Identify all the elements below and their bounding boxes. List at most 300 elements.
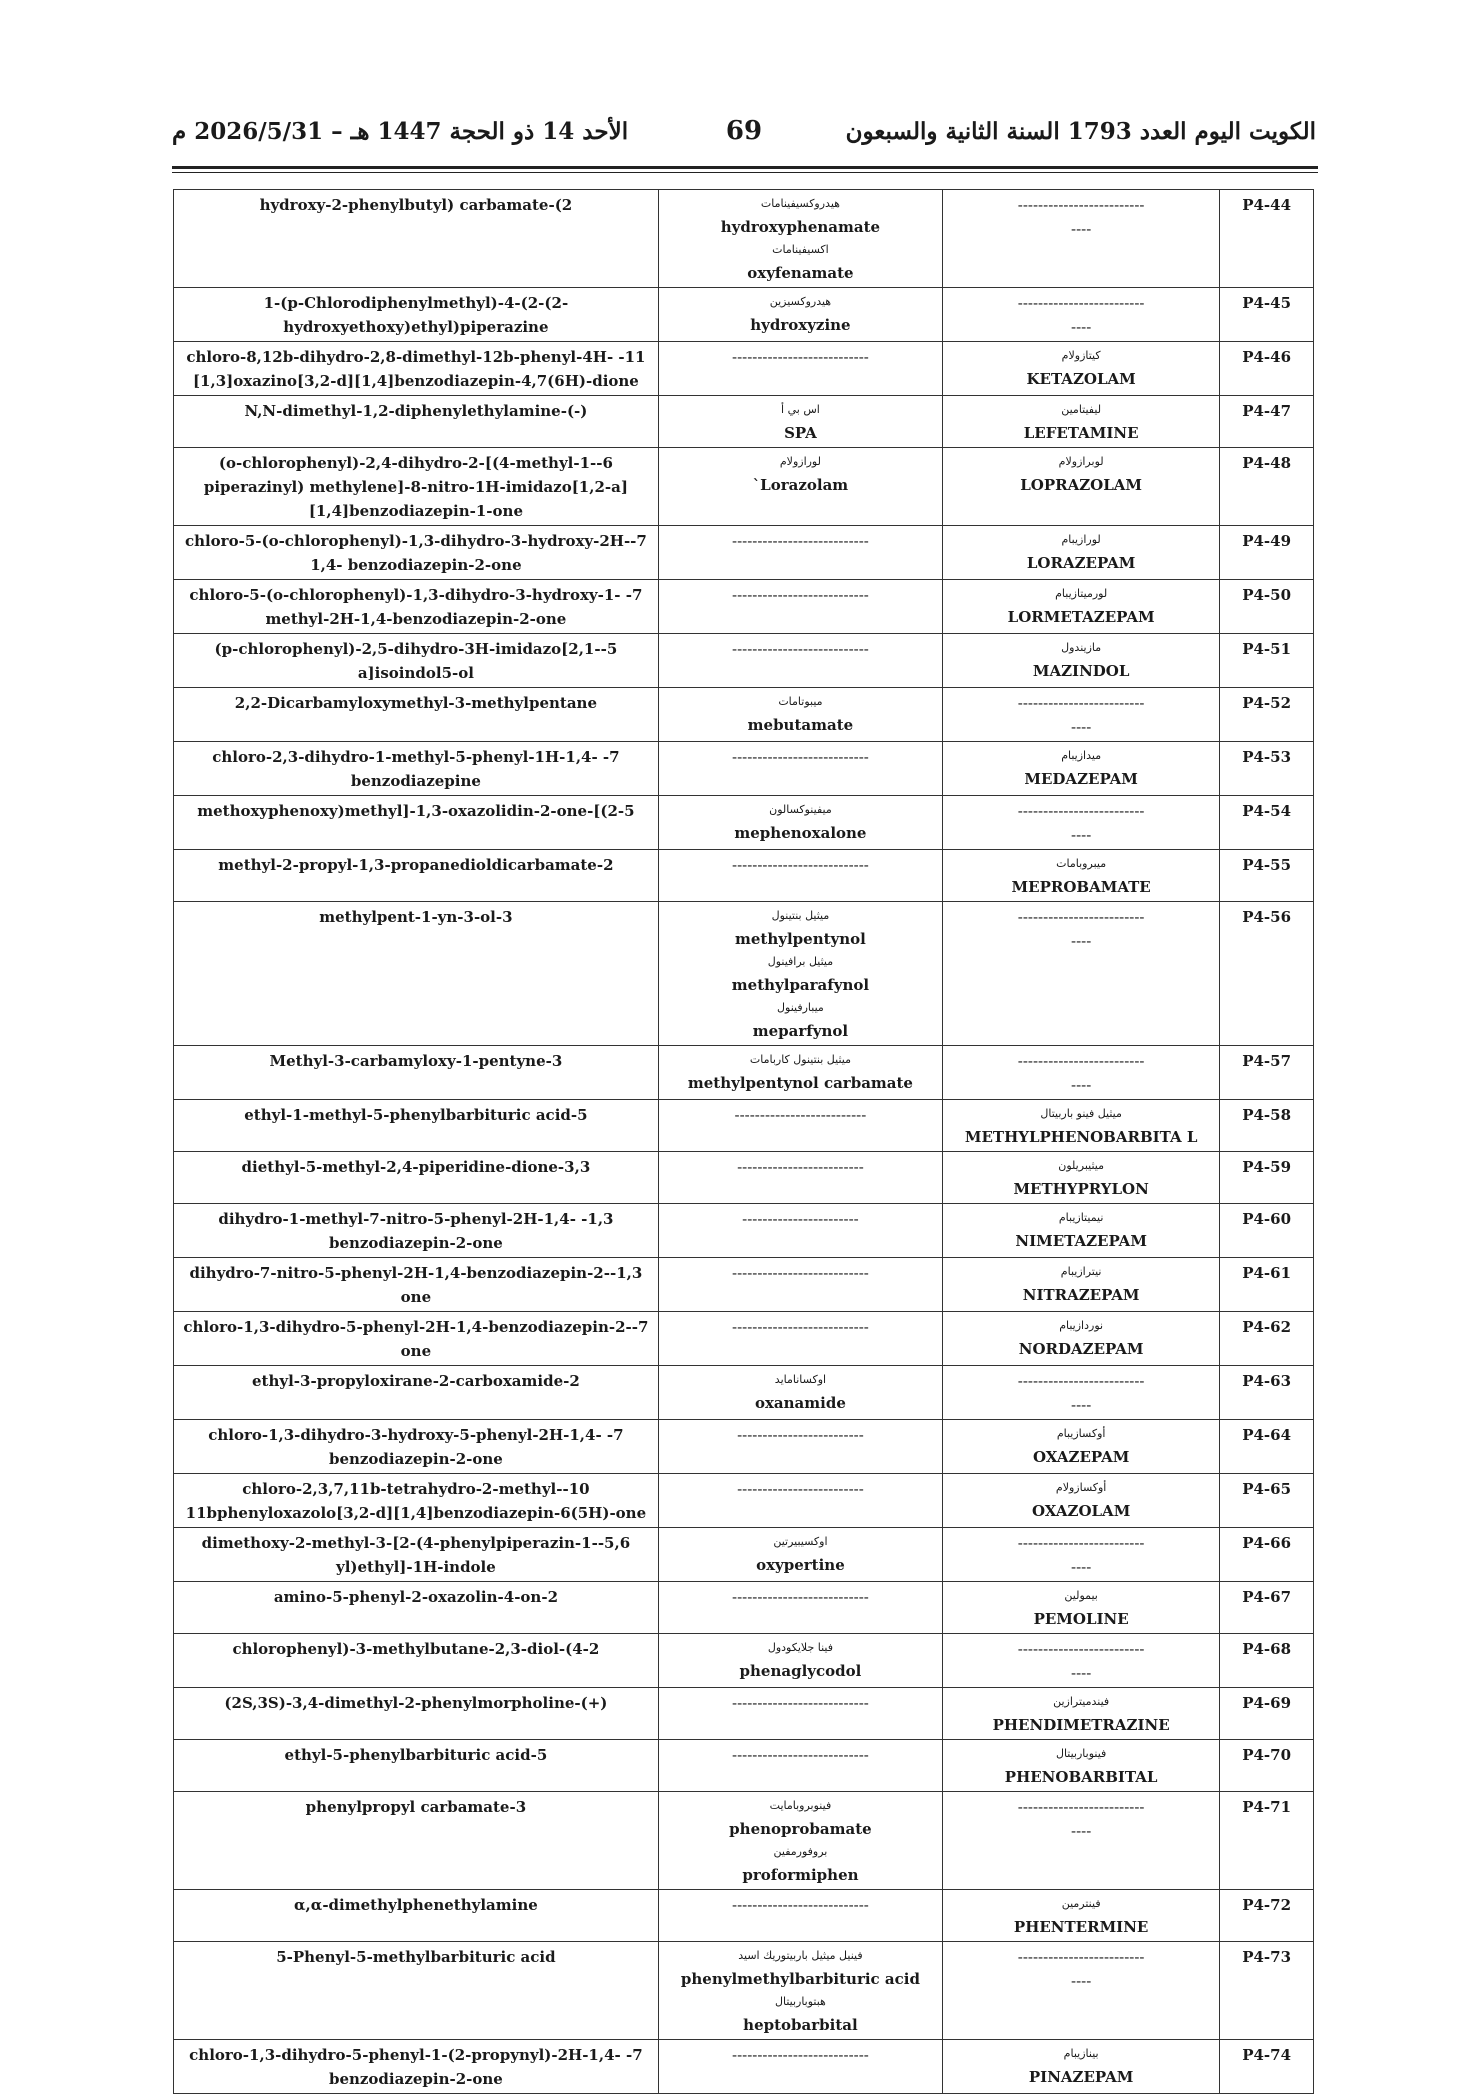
international-name-arabic: كيتازولام <box>1061 349 1101 362</box>
schedule-code-cell <box>1220 396 1314 448</box>
chemical-name: chloro-2,3,7,11b-tetrahydro-2-methyl--10 11bphenyloxazolo[3,2-d][1,4]benzodiazepin-6(5H)-one <box>185 1480 647 1522</box>
chemical-name-cell <box>174 1634 659 1688</box>
header-publication: الكويت اليوم العدد 1793 السنة الثانية والسبعون <box>845 118 1316 145</box>
other-name-english: meparfynol <box>752 1022 849 1040</box>
schedule-code-cell <box>1220 190 1314 288</box>
empty-dash: --------------------------- <box>732 586 869 604</box>
international-name-cell <box>943 688 1220 742</box>
chemical-name-cell <box>174 190 659 288</box>
international-name-cell <box>943 1046 1220 1100</box>
other-name-arabic: فينا جلايكودول <box>767 1641 833 1654</box>
schedule-code: P4-52 <box>1242 694 1292 712</box>
schedule-code: P4-44 <box>1242 196 1292 214</box>
chemical-name-cell <box>174 1890 659 1942</box>
international-name-arabic: بيمولين <box>1064 1589 1098 1602</box>
international-name-english: NIMETAZEPAM <box>1015 1232 1147 1250</box>
international-name-arabic: نوردازيبام <box>1059 1319 1104 1332</box>
other-names-cell <box>658 190 942 288</box>
other-names-cell <box>658 1688 942 1740</box>
international-name-cell <box>943 634 1220 688</box>
header-date: الأحد 14 ذو الحجة 1447 هـ – 2026/5/31 م <box>172 118 629 145</box>
empty-dash: -------------------------- <box>734 1106 867 1124</box>
empty-dash: --------------------------- <box>732 748 869 766</box>
international-name-cell <box>943 190 1220 288</box>
schedule-code: P4-65 <box>1242 1480 1292 1498</box>
other-name-arabic: اكسيفينامات <box>772 243 829 256</box>
international-name-cell <box>943 1634 1220 1688</box>
chemical-name-cell <box>174 580 659 634</box>
schedule-code: P4-58 <box>1242 1106 1292 1124</box>
chemical-name: hydroxy-2-phenylbutyl) carbamate-(2 <box>259 196 573 214</box>
other-names-cell <box>658 1420 942 1474</box>
other-names-cell <box>658 1100 942 1152</box>
chemical-name-cell <box>174 526 659 580</box>
other-names-cell <box>658 1942 942 2040</box>
table-row <box>174 1890 1314 1942</box>
international-name-arabic: نيميتازيبام <box>1058 1211 1104 1224</box>
empty-dash: ------------------------- <box>1017 1534 1145 1552</box>
international-name-english: PINAZEPAM <box>1028 2068 1134 2086</box>
other-name-arabic: هيدروكسيزين <box>769 295 832 308</box>
schedule-code: P4-61 <box>1242 1264 1292 1282</box>
table-row <box>174 1046 1314 1100</box>
other-name-arabic: اس بي أ <box>781 403 820 416</box>
other-name-english: oxyfenamate <box>747 264 854 282</box>
chemical-name-cell <box>174 1942 659 2040</box>
other-name-arabic: ميثيل بنتينول <box>771 909 830 922</box>
other-name-arabic: ميثيل بنتينول كاربامات <box>749 1053 851 1066</box>
empty-dash-short: ---- <box>1071 220 1092 238</box>
other-name-arabic: بروفورمفين <box>773 1845 828 1858</box>
chemical-name-cell <box>174 1258 659 1312</box>
empty-dash: --------------------------- <box>732 856 869 874</box>
international-name-english: PHENOBARBITAL <box>1004 1768 1158 1786</box>
other-name-english: hydroxyphenamate <box>720 218 881 236</box>
schedule-code: P4-46 <box>1242 348 1292 366</box>
chemical-name: ethyl-3-propyloxirane-2-carboxamide-2 <box>252 1372 580 1390</box>
other-names-cell <box>658 396 942 448</box>
schedule-code-cell <box>1220 1688 1314 1740</box>
other-names-cell <box>658 288 942 342</box>
empty-dash: ------------------------- <box>1017 196 1145 214</box>
schedule-code-cell <box>1220 850 1314 902</box>
schedule-code: P4-51 <box>1242 640 1292 658</box>
empty-dash: --------------------------- <box>732 1264 869 1282</box>
international-name-cell <box>943 796 1220 850</box>
empty-dash: --------------------------- <box>732 1318 869 1336</box>
chemical-name: ethyl-1-methyl-5-phenylbarbituric acid-5 <box>244 1106 588 1124</box>
other-names-cell <box>658 796 942 850</box>
schedule-code-cell <box>1220 1740 1314 1792</box>
international-name-arabic: لورازيبام <box>1061 533 1101 546</box>
international-name-cell <box>943 1204 1220 1258</box>
schedule-code-cell <box>1220 1152 1314 1204</box>
schedule-code-cell <box>1220 1474 1314 1528</box>
international-name-english: MEPROBAMATE <box>1011 878 1151 896</box>
other-name-english: oxypertine <box>756 1556 845 1574</box>
schedule-code-cell <box>1220 902 1314 1046</box>
international-name-arabic: ميثيبريلون <box>1058 1159 1104 1172</box>
other-names-cell <box>658 1474 942 1528</box>
international-name-arabic: ميثيل فينو باربيتال <box>1040 1107 1122 1120</box>
empty-dash: --------------------------- <box>732 1588 869 1606</box>
table-row <box>174 288 1314 342</box>
schedule-code: P4-54 <box>1242 802 1292 820</box>
international-name-arabic: ليفيتامين <box>1061 403 1102 416</box>
international-name-english: PHENDIMETRAZINE <box>992 1716 1170 1734</box>
schedule-code-cell <box>1220 342 1314 396</box>
international-name-english: LORAZEPAM <box>1026 554 1136 572</box>
schedule-code-cell <box>1220 1942 1314 2040</box>
other-names-cell <box>658 526 942 580</box>
schedule-code-cell <box>1220 1528 1314 1582</box>
international-name-english: OXAZOLAM <box>1031 1502 1131 1520</box>
empty-dash: ------------------------- <box>1017 694 1145 712</box>
empty-dash: ------------------------- <box>1017 908 1145 926</box>
schedule-code-cell <box>1220 796 1314 850</box>
table-row <box>174 526 1314 580</box>
chemical-name: chloro-1,3-dihydro-3-hydroxy-5-phenyl-2H-1,4- -7 benzodiazepin-2-one <box>208 1426 624 1468</box>
schedule-code: P4-74 <box>1242 2046 1292 2064</box>
table-row <box>174 1420 1314 1474</box>
international-name-arabic: لوبرازولام <box>1058 455 1104 468</box>
table-row <box>174 1792 1314 1890</box>
chemical-name: chloro-1,3-dihydro-5-phenyl-2H-1,4-benzodiazepin-2--7 one <box>183 1318 649 1360</box>
chemical-name-cell <box>174 796 659 850</box>
schedule-code-cell <box>1220 742 1314 796</box>
chemical-name: (2S,3S)-3,4-dimethyl-2-phenylmorpholine-(+) <box>224 1694 608 1712</box>
other-names-cell <box>658 1582 942 1634</box>
chemical-name: methoxyphenoxy)methyl]-1,3-oxazolidin-2-one-[(2-5 <box>197 802 635 820</box>
international-name-cell <box>943 1100 1220 1152</box>
table-row <box>174 580 1314 634</box>
other-name-arabic: فينوبروبامايت <box>769 1799 832 1812</box>
chemical-name: amino-5-phenyl-2-oxazolin-4-on-2 <box>273 1588 558 1606</box>
other-name-english: hydroxyzine <box>750 316 851 334</box>
chemical-name: chloro-5-(o-chlorophenyl)-1,3-dihydro-3-hydroxy-2H--7 1,4- benzodiazepin-2-one <box>184 532 647 574</box>
other-name-arabic: لورازولام <box>779 455 821 468</box>
schedule-code: P4-72 <box>1242 1896 1292 1914</box>
chemical-name-cell <box>174 1740 659 1792</box>
other-names-cell <box>658 1046 942 1100</box>
empty-dash-short: ---- <box>1071 1972 1092 1990</box>
other-name-english: mebutamate <box>747 716 854 734</box>
other-names-cell <box>658 742 942 796</box>
other-name-arabic: هيدروكسيفينامات <box>760 197 840 210</box>
empty-dash-short: ---- <box>1071 1558 1092 1576</box>
chemical-name-cell <box>174 1528 659 1582</box>
table-row <box>174 902 1314 1046</box>
other-name-english: phenoprobamate <box>729 1820 872 1838</box>
international-name-english: MEDAZEPAM <box>1024 770 1138 788</box>
schedule-code-cell <box>1220 1100 1314 1152</box>
other-name-english: heptobarbital <box>743 2016 858 2034</box>
other-names-cell <box>658 1890 942 1942</box>
international-name-arabic: نيترازيبام <box>1060 1265 1102 1278</box>
chemical-name-cell <box>174 742 659 796</box>
chemical-name: 1-(p-Chlorodiphenylmethyl)-4-(2-(2-hydroxyethoxy)ethyl)piperazine <box>263 294 569 336</box>
other-name-english: SPA <box>784 424 817 442</box>
empty-dash-short: ---- <box>1071 1664 1092 1682</box>
international-name-arabic: ميدازيبام <box>1061 749 1102 762</box>
international-name-cell <box>943 1152 1220 1204</box>
international-name-cell <box>943 1258 1220 1312</box>
table-row <box>174 634 1314 688</box>
empty-dash: ------------------------- <box>737 1426 864 1444</box>
table-row <box>174 1474 1314 1528</box>
other-names-cell <box>658 342 942 396</box>
other-names-cell <box>658 1152 942 1204</box>
international-name-cell <box>943 1582 1220 1634</box>
schedule-code: P4-73 <box>1242 1948 1292 1966</box>
chemical-name-cell <box>174 288 659 342</box>
schedule-code-cell <box>1220 526 1314 580</box>
table-row <box>174 1204 1314 1258</box>
chemical-name: diethyl-5-methyl-2,4-piperidine-dione-3,3 <box>241 1158 591 1176</box>
schedule-code-cell <box>1220 1258 1314 1312</box>
international-name-cell <box>943 1420 1220 1474</box>
other-names-cell <box>658 688 942 742</box>
table-row <box>174 1942 1314 2040</box>
table-row <box>174 796 1314 850</box>
page-number: 69 <box>725 116 763 146</box>
international-name-cell <box>943 1740 1220 1792</box>
other-name-arabic: اوكسيبيرتين <box>773 1535 828 1548</box>
schedule-code: P4-59 <box>1242 1158 1292 1176</box>
international-name-cell <box>943 1688 1220 1740</box>
empty-dash-short: ---- <box>1071 826 1092 844</box>
table-row <box>174 396 1314 448</box>
chemical-name: dihydro-1-methyl-7-nitro-5-phenyl-2H-1,4- -1,3 benzodiazepin-2-one <box>218 1210 614 1252</box>
empty-dash: --------------------------- <box>732 640 869 658</box>
substances-table-body <box>174 190 1314 2094</box>
international-name-cell <box>943 1890 1220 1942</box>
chemical-name-cell <box>174 1046 659 1100</box>
chemical-name: 5-Phenyl-5-methylbarbituric acid <box>276 1948 556 1966</box>
chemical-name: chlorophenyl)-3-methylbutane-2,3-diol-(4-2 <box>232 1640 600 1658</box>
chemical-name-cell <box>174 396 659 448</box>
chemical-name: chloro-2,3-dihydro-1-methyl-5-phenyl-1H-1,4- -7 benzodiazepine <box>212 748 620 790</box>
table-row <box>174 448 1314 526</box>
header-rule-thick <box>172 166 1318 169</box>
international-name-arabic: لورميتازيبام <box>1055 587 1108 600</box>
other-name-english: mephenoxalone <box>734 824 867 842</box>
chemical-name: 2,2-Dicarbamyloxymethyl-3-methylpentane <box>234 694 597 712</box>
schedule-code-cell <box>1220 634 1314 688</box>
international-name-cell <box>943 448 1220 526</box>
empty-dash: ------------------------- <box>1017 294 1145 312</box>
other-names-cell <box>658 1204 942 1258</box>
empty-dash: ------------------------- <box>1017 1052 1145 1070</box>
international-name-english: NITRAZEPAM <box>1022 1286 1140 1304</box>
schedule-code: P4-68 <box>1242 1640 1292 1658</box>
table-row <box>174 1258 1314 1312</box>
table-row <box>174 342 1314 396</box>
other-name-english: methylpentynol <box>735 930 866 948</box>
other-names-cell <box>658 634 942 688</box>
table-row <box>174 190 1314 288</box>
international-name-cell <box>943 526 1220 580</box>
schedule-code-cell <box>1220 1046 1314 1100</box>
other-name-arabic: ميبوتامات <box>778 695 823 708</box>
other-names-cell <box>658 1258 942 1312</box>
other-names-cell <box>658 850 942 902</box>
international-name-arabic: فيندميترازين <box>1053 1695 1110 1708</box>
schedule-code-cell <box>1220 1634 1314 1688</box>
international-name-english: NORDAZEPAM <box>1018 1340 1144 1358</box>
schedule-code-cell <box>1220 688 1314 742</box>
other-names-cell <box>658 1366 942 1420</box>
schedule-code-cell <box>1220 1890 1314 1942</box>
schedule-code: P4-55 <box>1242 856 1292 874</box>
chemical-name: chloro-1,3-dihydro-5-phenyl-1-(2-propynyl)-2H-1,4- -7 benzodiazepin-2-one <box>189 2046 643 2088</box>
schedule-code: P4-53 <box>1242 748 1292 766</box>
table-row <box>174 688 1314 742</box>
empty-dash-short: ---- <box>1071 932 1092 950</box>
chemical-name-cell <box>174 1582 659 1634</box>
chemical-name-cell <box>174 1420 659 1474</box>
international-name-cell <box>943 396 1220 448</box>
empty-dash: ------------------------- <box>1017 802 1145 820</box>
chemical-name-cell <box>174 1474 659 1528</box>
chemical-name-cell <box>174 850 659 902</box>
schedule-code: P4-45 <box>1242 294 1292 312</box>
international-name-cell <box>943 1312 1220 1366</box>
empty-dash: ------------------------- <box>1017 1798 1145 1816</box>
international-name-english: PHENTERMINE <box>1013 1918 1149 1936</box>
schedule-code-cell <box>1220 1792 1314 1890</box>
international-name-arabic: ميبروبامات <box>1056 857 1107 870</box>
header-rule-thin <box>172 172 1318 173</box>
chemical-name: (o-chlorophenyl)-2,4-dihydro-2-[(4-methyl-1--6 piperazinyl) methylene]-8-nitro-1H-imidazo[1,2-a][1,4]benzodiazepin-1-one <box>203 454 628 520</box>
international-name-cell <box>943 850 1220 902</box>
schedule-code: P4-60 <box>1242 1210 1292 1228</box>
schedule-code: P4-69 <box>1242 1694 1292 1712</box>
international-name-cell <box>943 742 1220 796</box>
table-row <box>174 1582 1314 1634</box>
schedule-code: P4-48 <box>1242 454 1292 472</box>
international-name-cell <box>943 580 1220 634</box>
table-row <box>174 1740 1314 1792</box>
other-names-cell <box>658 902 942 1046</box>
chemical-name-cell <box>174 1100 659 1152</box>
schedule-code: P4-66 <box>1242 1534 1292 1552</box>
schedule-code: P4-56 <box>1242 908 1292 926</box>
chemical-name-cell <box>174 1366 659 1420</box>
empty-dash-short: ---- <box>1071 318 1092 336</box>
other-names-cell <box>658 448 942 526</box>
page-header <box>172 118 1316 162</box>
other-names-cell <box>658 1792 942 1890</box>
schedule-code-cell <box>1220 1204 1314 1258</box>
chemical-name-cell <box>174 1152 659 1204</box>
chemical-name: (p-chlorophenyl)-2,5-dihydro-3H-imidazo[2,1--5 a]isoindol5-ol <box>214 640 618 682</box>
chemical-name: ethyl-5-phenylbarbituric acid-5 <box>284 1746 548 1764</box>
schedule-code: P4-49 <box>1242 532 1292 550</box>
empty-dash: ----------------------- <box>742 1210 859 1228</box>
schedule-code-cell <box>1220 580 1314 634</box>
empty-dash: ------------------------- <box>1017 1640 1145 1658</box>
schedule-code: P4-50 <box>1242 586 1292 604</box>
international-name-english: MAZINDOL <box>1032 662 1130 680</box>
other-names-cell <box>658 1740 942 1792</box>
international-name-english: OXAZEPAM <box>1032 1448 1130 1466</box>
chemical-name-cell <box>174 1688 659 1740</box>
other-names-cell <box>658 1634 942 1688</box>
other-name-arabic: ميبارفينول <box>777 1001 824 1014</box>
other-names-cell <box>658 580 942 634</box>
international-name-english: METHYPRYLON <box>1013 1180 1149 1198</box>
other-name-arabic: هبتوباربيتال <box>774 1995 826 2008</box>
table-row <box>174 850 1314 902</box>
chemical-name-cell <box>174 448 659 526</box>
other-name-english: `Lorazolam <box>752 476 849 494</box>
chemical-name: α,α-dimethylphenethylamine <box>294 1896 538 1914</box>
schedule-code: P4-62 <box>1242 1318 1292 1336</box>
schedule-code-cell <box>1220 1420 1314 1474</box>
schedule-code: P4-70 <box>1242 1746 1292 1764</box>
empty-dash: ------------------------- <box>737 1480 864 1498</box>
empty-dash-short: ---- <box>1071 718 1092 736</box>
other-name-arabic: اوكسانامايد <box>774 1373 827 1386</box>
schedule-code-cell <box>1220 1582 1314 1634</box>
international-name-arabic: فينوباربيتال <box>1055 1747 1107 1760</box>
other-name-arabic: ميفينوكسالون <box>769 803 832 816</box>
international-name-cell <box>943 1792 1220 1890</box>
empty-dash: ------------------------- <box>737 1158 864 1176</box>
other-names-cell <box>658 1528 942 1582</box>
schedule-code: P4-67 <box>1242 1588 1292 1606</box>
schedule-code-cell <box>1220 448 1314 526</box>
chemical-name-cell <box>174 1204 659 1258</box>
other-name-english: methylparafynol <box>731 976 870 994</box>
chemical-name-cell <box>174 634 659 688</box>
other-name-english: methylpentynol carbamate <box>687 1074 913 1092</box>
international-name-cell <box>943 1366 1220 1420</box>
other-name-english: phenaglycodol <box>739 1662 862 1680</box>
substances-table <box>173 189 1314 2094</box>
chemical-name: chloro-5-(o-chlorophenyl)-1,3-dihydro-3-hydroxy-1- -7 methyl-2H-1,4-benzodiazepin-2-one <box>189 586 643 628</box>
empty-dash: --------------------------- <box>732 1746 869 1764</box>
chemical-name-cell <box>174 1792 659 1890</box>
table-row <box>174 1634 1314 1688</box>
international-name-cell <box>943 902 1220 1046</box>
chemical-name: dihydro-7-nitro-5-phenyl-2H-1,4-benzodiazepin-2--1,3 one <box>189 1264 643 1306</box>
chemical-name: dimethoxy-2-methyl-3-[2-(4-phenylpiperazin-1--5,6 yl)ethyl]-1H-indole <box>201 1534 631 1576</box>
empty-dash: ------------------------- <box>1017 1372 1145 1390</box>
other-name-arabic: ميثيل برافينول <box>767 955 834 968</box>
table-row <box>174 1100 1314 1152</box>
international-name-arabic: مازيندول <box>1061 641 1102 654</box>
international-name-english: KETAZOLAM <box>1026 370 1136 388</box>
empty-dash: ------------------------- <box>1017 1948 1145 1966</box>
chemical-name: Methyl-3-carbamyloxy-1-pentyne-3 <box>269 1052 563 1070</box>
other-name-english: proformiphen <box>742 1866 859 1884</box>
schedule-code-cell <box>1220 288 1314 342</box>
empty-dash: --------------------------- <box>732 1896 869 1914</box>
table-row <box>174 1152 1314 1204</box>
international-name-cell <box>943 288 1220 342</box>
chemical-name: chloro-8,12b-dihydro-2,8-dimethyl-12b-phenyl-4H- -11 [1,3]oxazino[3,2-d][1,4]benzodiazepin-4,7(6H)-dione <box>186 348 646 390</box>
international-name-arabic: فينترمين <box>1061 1897 1101 1910</box>
schedule-code: P4-71 <box>1242 1798 1292 1816</box>
empty-dash: --------------------------- <box>732 2046 869 2064</box>
table-row <box>174 1366 1314 1420</box>
table-row <box>174 742 1314 796</box>
empty-dash-short: ---- <box>1071 1076 1092 1094</box>
other-names-cell <box>658 1312 942 1366</box>
chemical-name-cell <box>174 342 659 396</box>
